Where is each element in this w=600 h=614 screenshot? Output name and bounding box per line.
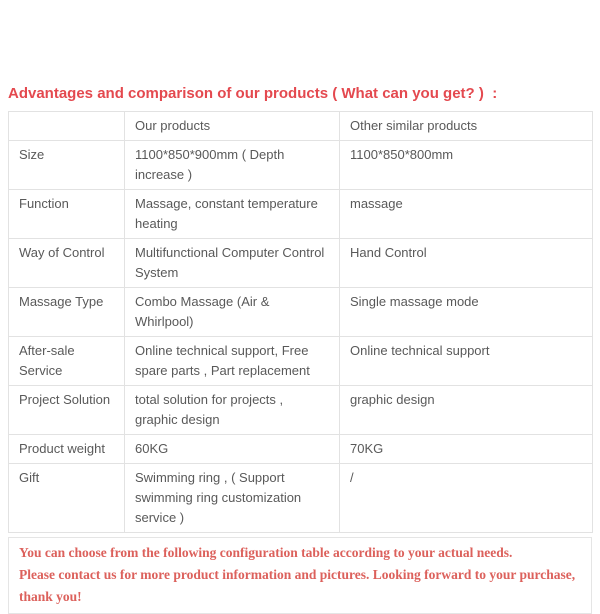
row-value-ours: 1100*850*900mm ( Depth increase )	[125, 141, 340, 190]
row-label: Project Solution	[9, 386, 125, 435]
row-label: After-sale Service	[9, 337, 125, 386]
table-header-row	[9, 112, 593, 141]
table-row-gift	[9, 464, 593, 533]
table-row-way-of-control	[9, 239, 593, 288]
row-value-others: 1100*850*800mm	[340, 141, 593, 190]
row-value-others: /	[340, 464, 593, 533]
row-value-others: Single massage mode	[340, 288, 593, 337]
header-cell-blank	[9, 112, 125, 141]
footer-note-line: thank you!	[19, 589, 82, 604]
row-value-ours: Massage, constant temperature heating	[125, 190, 340, 239]
row-label: Size	[9, 141, 125, 190]
footer-note-line: You can choose from the following configuration table according to your actual needs.	[19, 545, 513, 560]
row-value-ours: 60KG	[125, 435, 340, 464]
footer-note-box	[8, 537, 592, 614]
table-row-product-weight	[9, 435, 593, 464]
row-value-ours: Multifunctional Computer Control System	[125, 239, 340, 288]
row-value-ours: Online technical support, Free spare parts , Part replacement	[125, 337, 340, 386]
header-cell-others: Other similar products	[340, 112, 593, 141]
row-label: Gift	[9, 464, 125, 533]
row-value-ours: Combo Massage (Air & Whirlpool)	[125, 288, 340, 337]
row-value-others: Online technical support	[340, 337, 593, 386]
row-value-ours: total solution for projects , graphic design	[125, 386, 340, 435]
table-row-project-solution	[9, 386, 593, 435]
row-label: Massage Type	[9, 288, 125, 337]
row-value-others: 70KG	[340, 435, 593, 464]
header-cell-ours: Our products	[125, 112, 340, 141]
table-row-function	[9, 190, 593, 239]
section-heading: Advantages and comparison of our products ( What can you get? ) :	[8, 85, 498, 102]
table-row-size	[9, 141, 593, 190]
footer-note-line: Please contact us for more product information and pictures. Looking forward to your purchase,	[19, 567, 576, 582]
row-label: Product weight	[9, 435, 125, 464]
row-value-ours: Swimming ring , ( Support swimming ring customization service )	[125, 464, 340, 533]
row-value-others: graphic design	[340, 386, 593, 435]
row-label: Way of Control	[9, 239, 125, 288]
table-row-massage-type	[9, 288, 593, 337]
comparison-table	[8, 111, 593, 533]
row-value-others: massage	[340, 190, 593, 239]
table-row-after-sale-service	[9, 337, 593, 386]
row-label: Function	[9, 190, 125, 239]
row-value-others: Hand Control	[340, 239, 593, 288]
